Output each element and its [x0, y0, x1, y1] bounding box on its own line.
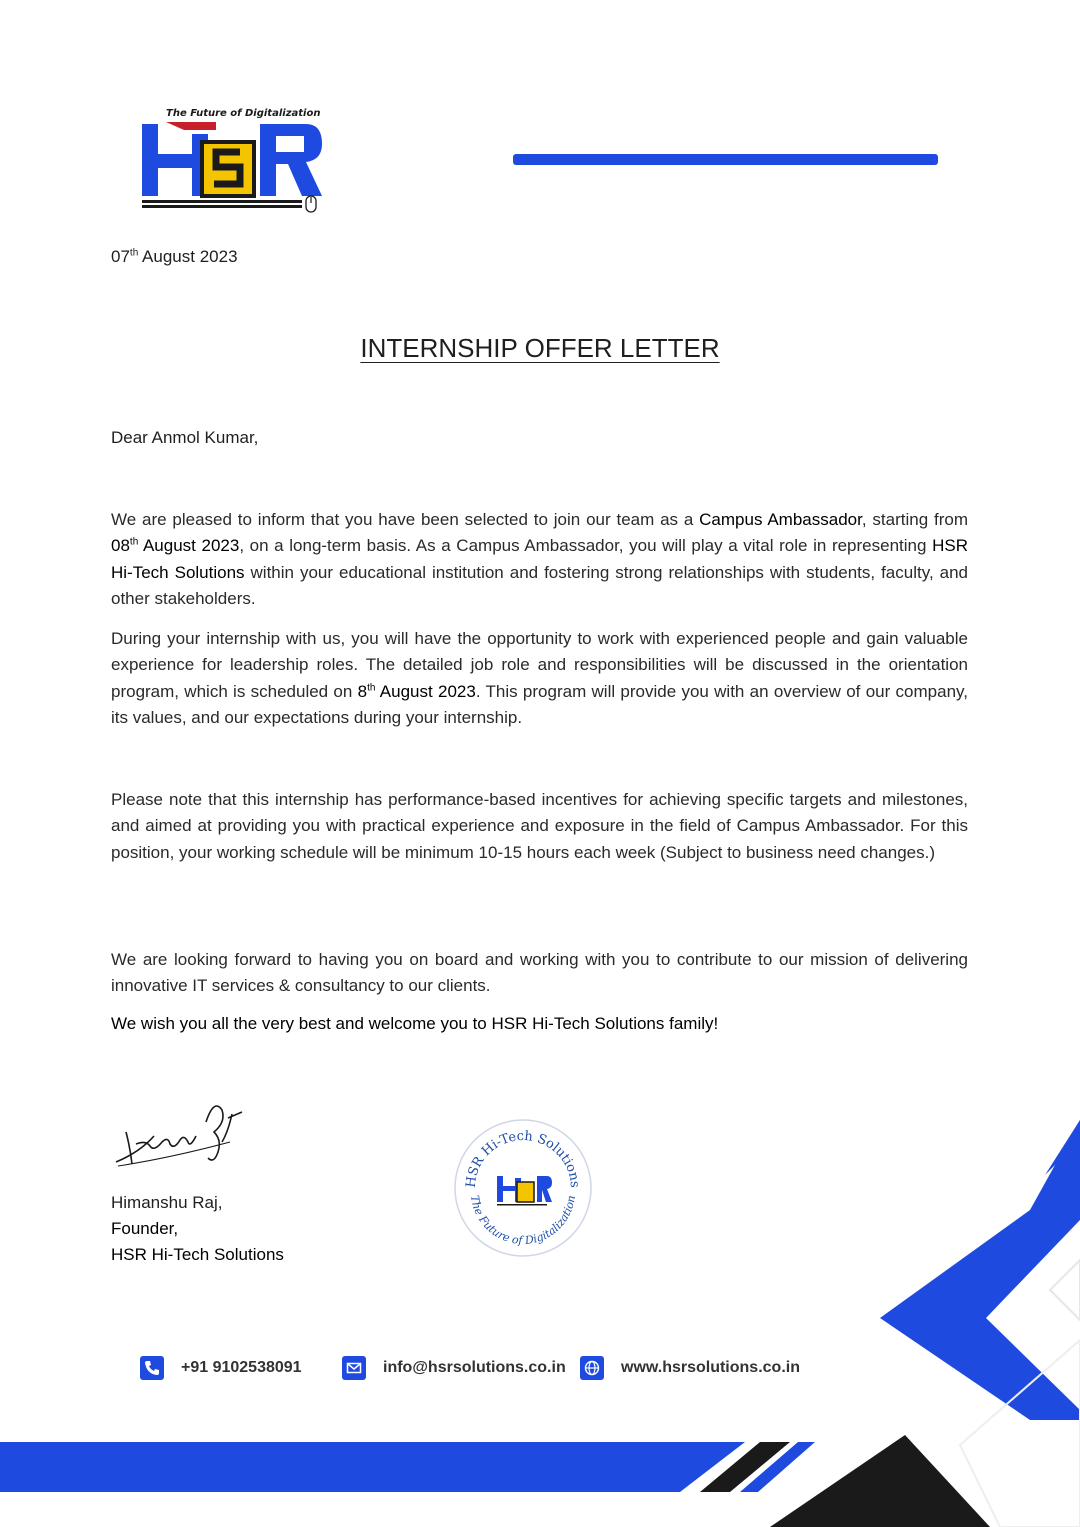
contact-phone: +91 9102538091 [140, 1355, 302, 1381]
signer-company: HSR Hi-Tech Solutions [111, 1245, 284, 1264]
svg-text:HSR Hi-Tech Solutions: HSR Hi-Tech Solutions [463, 1128, 583, 1189]
header-accent-bar [513, 154, 938, 165]
svg-text:The Future of Digitalization: The Future of Digitalization [468, 1194, 578, 1248]
company-logo [136, 104, 326, 218]
contact-website: www.hsrsolutions.co.in [580, 1355, 800, 1381]
signer-name: Himanshu Raj, [111, 1193, 223, 1212]
paragraph-selection: We are pleased to inform that you have been selected to join our team as a Campus Ambassador, starting from 08th August 2023, on a long-term basis. As a Campus Ambassador, you will play a vital role in representing HSR Hi-Tech Solutions within your educational institution and fostering strong relationships with students, faculty, and other stakeholders. [111, 510, 969, 608]
contact-email: info@hsrsolutions.co.in [342, 1355, 566, 1381]
letter-date: 07th August 2023 [111, 247, 238, 266]
footer-decoration [0, 1080, 1080, 1527]
paragraph-internship: During your internship with us, you will have the opportunity to work with experienced people and gain valuable experience for leadership roles. The detailed job role and responsibilities will be discussed in the orientation program, which is scheduled on 8th August 2023. This program will provide you with an overview of our company, its values, and our expectations during your internship. [111, 629, 968, 727]
paragraph-incentives: Please note that this internship has performance-based incentives for achieving specific targets and milestones, and aimed at providing you with practical experience and exposure in the field of Campus Ambassador. For this position, your working schedule will be minimum 10-15 hours each week (Subject to business need changes.) [111, 790, 968, 862]
paragraph-welcome: We are looking forward to having you on board and working with you to contribute to our mission of delivering innovative IT services & consultancy to our clients. [111, 950, 968, 996]
letter-title: INTERNSHIP OFFER LETTER [360, 333, 720, 363]
signer-role: Founder, [111, 1219, 179, 1238]
greeting: Dear Anmol Kumar, [111, 428, 259, 447]
logo-tagline: The Future of Digitalization [166, 108, 321, 119]
closing-line: We wish you all the very best and welcome you to HSR Hi-Tech Solutions family! [111, 1014, 719, 1033]
